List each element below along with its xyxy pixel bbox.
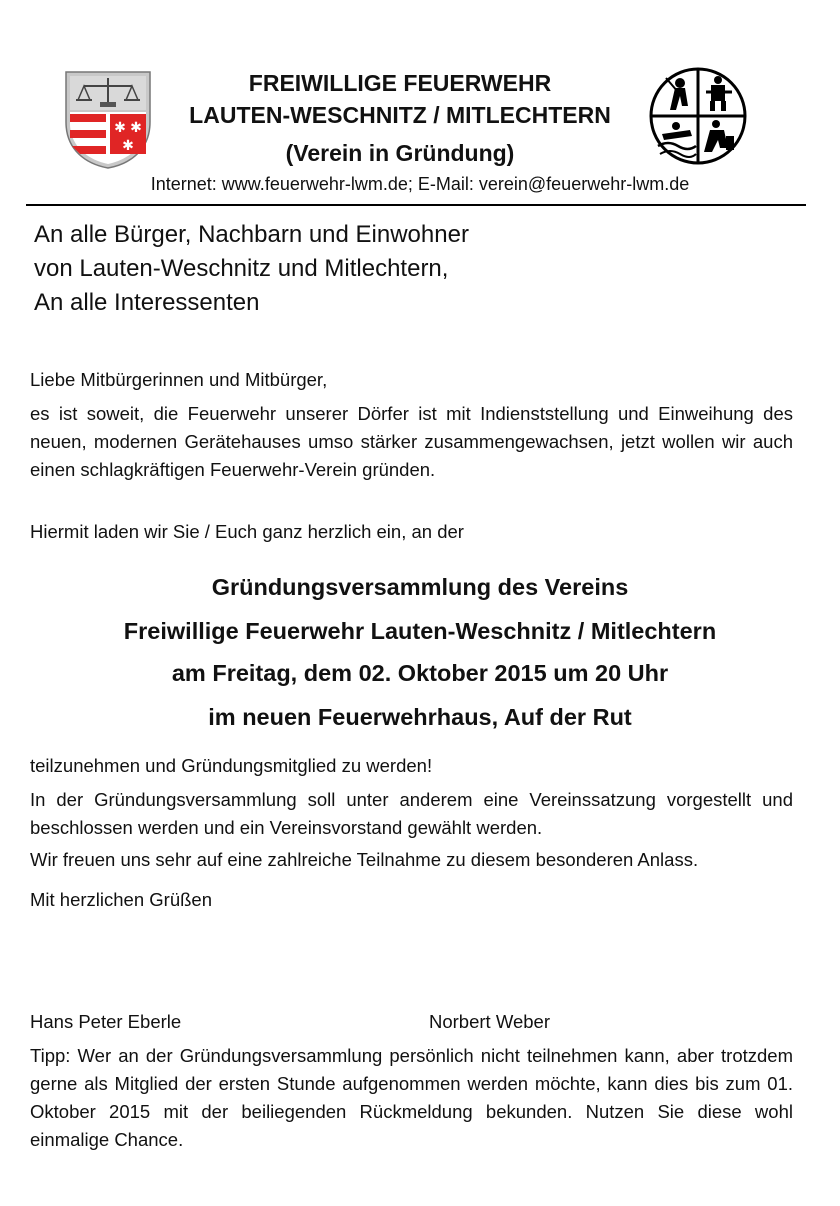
svg-text:✱: ✱	[130, 120, 142, 136]
svg-text:✱: ✱	[122, 138, 134, 154]
signature-name: Norbert Weber	[429, 1011, 550, 1032]
salutation: Liebe Mitbürgerinnen und Mitbürger,	[30, 369, 328, 390]
org-name-line2: LAUTEN-WESCHNITZ / MITLECHTERN	[189, 102, 611, 128]
letterhead	[0, 60, 840, 200]
address-line: An alle Bürger, Nachbarn und Einwohner	[34, 221, 469, 248]
invitation-line: Hiermit laden wir Sie / Euch ganz herzlich ein, an der	[30, 521, 464, 542]
svg-text:✱: ✱	[114, 120, 126, 136]
closing-greeting: Mit herzlichen Grüßen	[30, 889, 212, 910]
fire-brigade-emblem-icon	[648, 66, 748, 166]
welcome-line: Wir freuen uns sehr auf eine zahlreiche Teilnahme zu diesem besonderen Anlass.	[30, 849, 699, 870]
address-block	[34, 218, 794, 320]
org-name-line1: FREIWILLIGE FEUERWEHR	[248, 70, 552, 96]
intro-paragraph: es ist soweit, die Feuerwehr unserer Dörfer ist mit Indienststellung und Einweihung des neuen, modernen Gerätehauses umso stärker zusammengewachsen, jetzt wollen wir auch einen schlagkräftigen Feuerwehr-Verein gründen.	[30, 403, 793, 480]
event-organization: Freiwillige Feuerwehr Lauten-Weschnitz / Mitlechtern	[123, 618, 717, 644]
signature-name: Hans Peter Eberle	[30, 1011, 182, 1032]
header-divider	[26, 204, 806, 206]
tip-paragraph: Tipp: Wer an der Gründungsversammlung persönlich nicht teilnehmen kann, aber trotzdem gerne als Mitglied der ersten Stunde aufgenommen werden möchte, kann dies bis zum 01. Oktober 2015 mit der beiliegenden Rückmeldung bekunden. Nutzen Sie diese wohl einmalige Chance.	[30, 1045, 793, 1150]
address-line: von Lauten-Weschnitz und Mitlechtern,	[34, 255, 449, 282]
event-date: am Freitag, dem 02. Oktober 2015 um 20 Uhr	[171, 660, 669, 686]
event-title: Gründungsversammlung des Vereins	[211, 574, 629, 600]
agenda-paragraph: In der Gründungsversammlung soll unter anderem eine Vereinssatzung vorgestellt und beschlossen werden und ein Vereinsvorstand gewählt werden.	[30, 789, 793, 838]
org-status: (Verein in Gründung)	[285, 140, 515, 166]
event-location: im neuen Feuerwehrhaus, Auf der Rut	[208, 704, 632, 730]
address-line: An alle Interessenten	[34, 289, 260, 316]
contact-info: Internet: www.feuerwehr-lwm.de; E-Mail: verein@feuerwehr-lwm.de	[150, 174, 690, 194]
participate-line: teilzunehmen und Gründungsmitglied zu werden!	[30, 755, 433, 776]
coat-of-arms-icon	[60, 64, 156, 170]
